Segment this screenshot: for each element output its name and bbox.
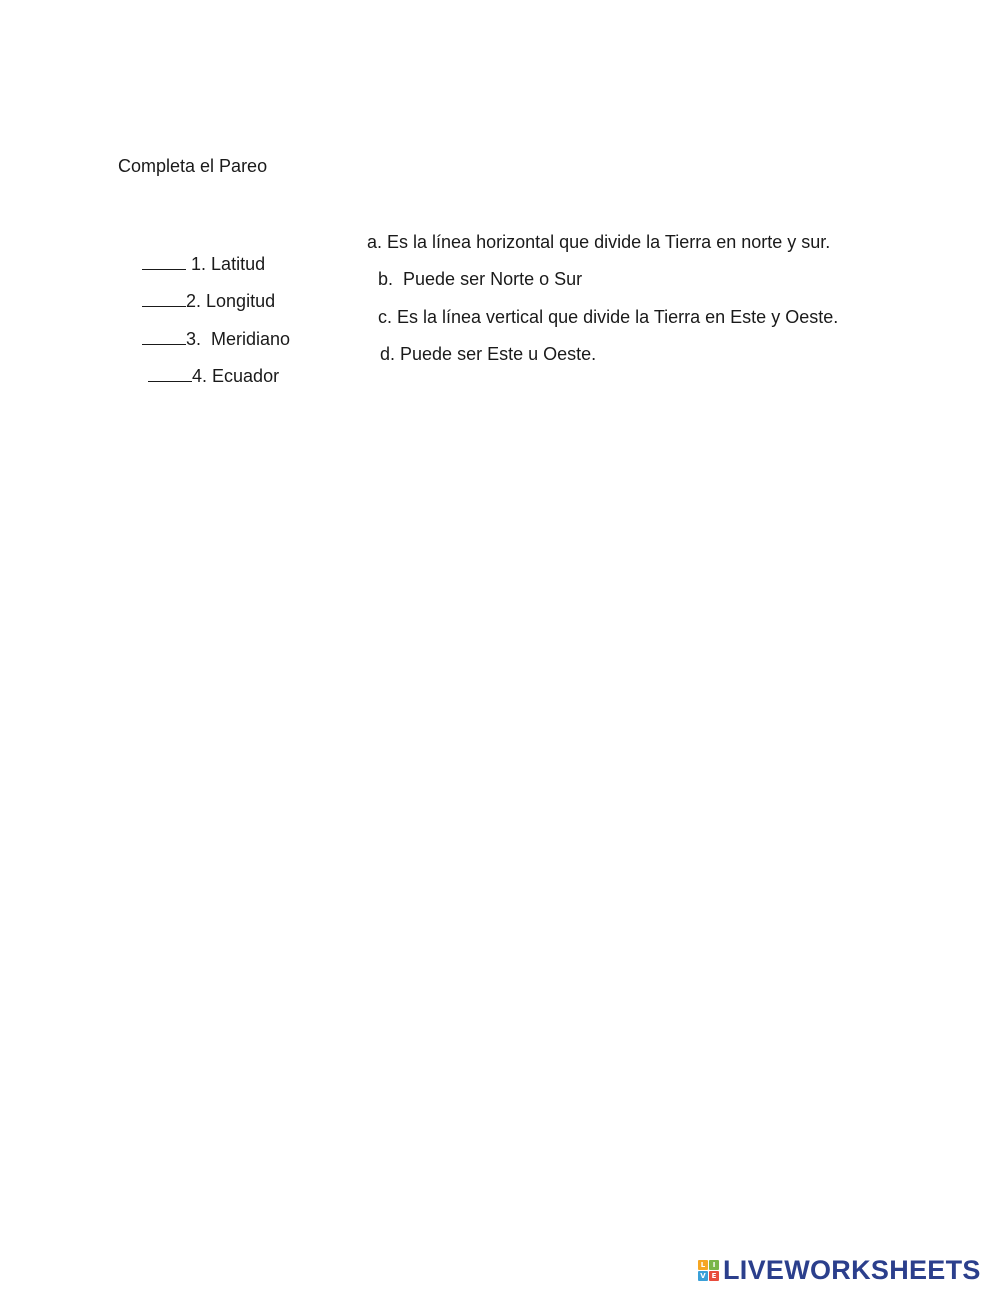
- logo-tile-e: E: [709, 1271, 719, 1281]
- logo-tile-v: V: [698, 1271, 708, 1281]
- answer-blank-4[interactable]: [148, 365, 192, 382]
- definition-d: d. Puede ser Este u Oeste.: [380, 344, 597, 364]
- logo-tiles-icon: [698, 1260, 719, 1281]
- term-label: 1. Latitud: [191, 254, 266, 274]
- logo-text: LIVEWORKSHEETS: [723, 1255, 981, 1285]
- term-label: 4. Ecuador: [192, 366, 280, 386]
- answer-blank-2[interactable]: [142, 290, 186, 307]
- definition-a: a. Es la línea horizontal que divide la Tierra en norte y sur.: [367, 232, 831, 252]
- logo-tile-l: L: [698, 1260, 708, 1270]
- logo-tile-i: I: [709, 1260, 719, 1270]
- term-label: 3. Meridiano: [186, 329, 291, 349]
- term-label: 2. Longitud: [186, 291, 276, 311]
- match-term-4: [128, 343, 279, 409]
- definition-b: b. Puede ser Norte o Sur: [378, 269, 583, 289]
- definition-c: c. Es la línea vertical que divide la Tierra en Este y Oeste.: [378, 307, 839, 327]
- page-title: Completa el Pareo: [118, 156, 268, 176]
- liveworksheets-logo[interactable]: [698, 1256, 981, 1284]
